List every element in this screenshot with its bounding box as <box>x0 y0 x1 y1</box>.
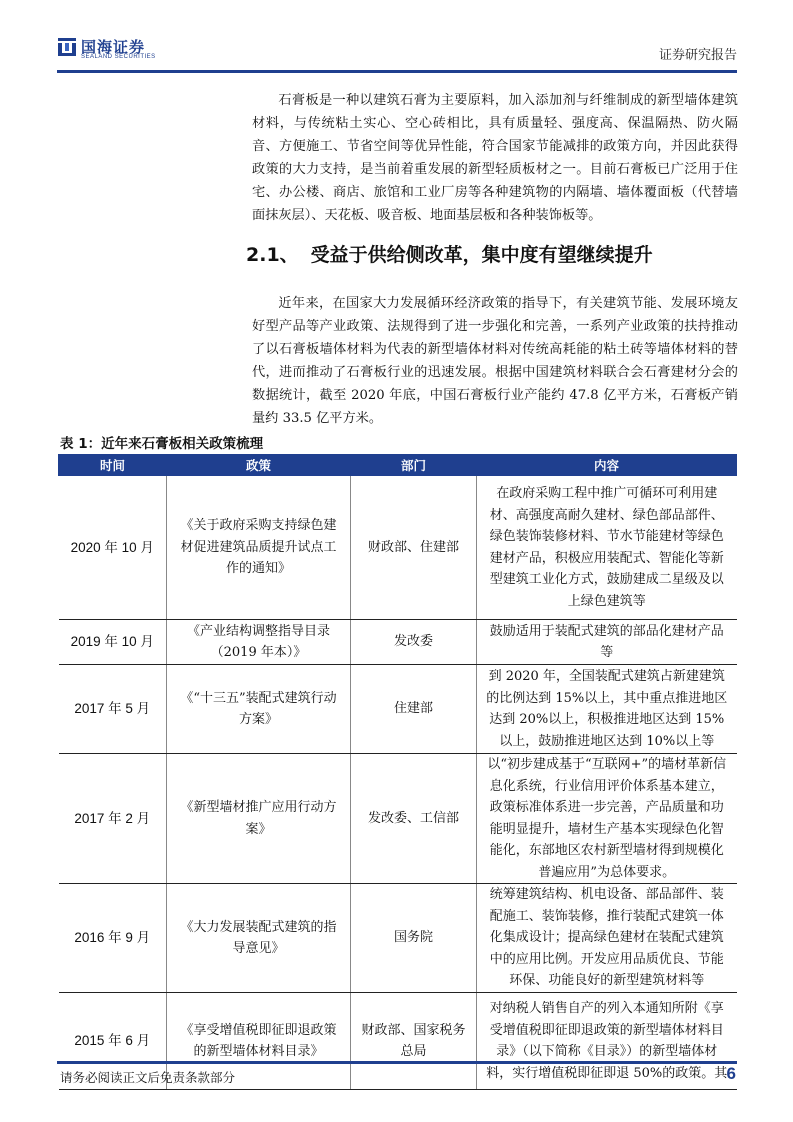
section-heading <box>246 240 653 267</box>
column-header-policy: 政策 <box>167 455 351 476</box>
cell-time: 2016 年 9 月 <box>59 884 167 993</box>
cell-policy: 《享受增值税即征即退政策的新型墙体材料目录》 <box>167 993 351 1090</box>
intro-paragraph <box>252 89 738 227</box>
cell-department: 财政部、住建部 <box>351 476 477 620</box>
table-row <box>59 754 737 884</box>
cell-department: 国务院 <box>351 884 477 993</box>
disclaimer-note: 请务必阅读正文后免责条款部分 <box>60 1070 236 1085</box>
cell-time: 2019 年 10 月 <box>59 620 167 665</box>
page-number: 6 <box>726 1064 736 1083</box>
cell-time: 2020 年 10 月 <box>59 476 167 620</box>
cell-content: 鼓励适用于装配式建筑的部品化建材产品等 <box>477 620 737 665</box>
table-row <box>59 884 737 993</box>
intro-paragraph-text: 石膏板是一种以建筑石膏为主要原料，加入添加剂与纤维制成的新型墙体建筑材料，与传统粘土实心、空心砖相比，具有质量轻、强度高、保温隔热、防火隔音、方便施工、节省空间等优异性能，符合国家节能减排的政策方向，并因此获得政策的大力支持，是当前着重发展的新型轻质板材之一。目前石膏板已广泛用于住宅、办公楼、商店、旅馆和工业厂房等各种建筑物的内隔墙、墙体覆面板（代替墙面抹灰层）、天花板、吸音板、地面基层板和各种装饰板等。 <box>252 93 738 223</box>
cell-department: 住建部 <box>351 665 477 754</box>
cell-department: 发改委、工信部 <box>351 754 477 884</box>
cell-department: 财政部、国家税务总局 <box>351 993 477 1090</box>
table-row <box>59 620 737 665</box>
cell-time: 2015 年 6 月 <box>59 993 167 1090</box>
page-header <box>57 30 737 70</box>
sealand-logo-icon <box>57 36 77 58</box>
cell-content: 以“初步建成基于“互联网+”的墙材革新信息化系统，行业信用评价体系基本建立，政策标准体系进一步完善，产品质量和功能明显提升，墙材生产基本实现绿色化智能化，东部地区农村新型墙材得到规模化普遍应用”为总体要求。 <box>477 754 737 884</box>
table-caption: 表 1：近年来石膏板相关政策梳理 <box>60 436 264 452</box>
cell-policy: 《关于政府采购支持绿色建材促进建筑品质提升试点工作的通知》 <box>167 476 351 620</box>
section-number: 2.1、 <box>246 244 299 266</box>
report-type-label: 证券研究报告 <box>658 48 737 63</box>
cell-policy: 《新型墙材推广应用行动方案》 <box>167 754 351 884</box>
table-row <box>59 665 737 754</box>
cell-content: 对纳税人销售自产的列入本通知所附《享受增值税即征即退政策的新型墙体材料目录》（以下简称《目录》）的新型墙体材料，实行增值税即征即退 50%的政策。其 <box>477 993 737 1090</box>
cell-time: 2017 年 5 月 <box>59 665 167 754</box>
brand-name-english: SEALAND SECURITIES <box>81 54 156 60</box>
cell-policy: 《产业结构调整指导目录（2019 年本）》 <box>167 620 351 665</box>
column-header-department: 部门 <box>351 455 477 476</box>
cell-content: 到 2020 年，全国装配式建筑占新建建筑的比例达到 15%以上，其中重点推进地区达到 20%以上，积极推进地区达到 15%以上，鼓励推进地区达到 10%以上等 <box>477 665 737 754</box>
section-paragraph <box>252 292 738 430</box>
section-paragraph-text: 近年来，在国家大力发展循环经济政策的指导下，有关建筑节能、发展环境友好型产品等产业政策、法规得到了进一步强化和完善，一系列产业政策的扶持推动了以石膏板墙体材料为代表的新型墙体材料对传统高耗能的粘土砖等墙体材料的替代，进而推动了石膏板行业的迅速发展。根据中国建筑材料联合会石膏建材分会的数据统计，截至 2020 年底，中国石膏板行业产能约 47.8 亿平方米，石膏板产销量约 33.5 亿平方米。 <box>252 296 738 426</box>
cell-department: 发改委 <box>351 620 477 665</box>
column-header-content: 内容 <box>477 455 737 476</box>
cell-time: 2017 年 2 月 <box>59 754 167 884</box>
table-row <box>59 476 737 620</box>
policy-table <box>58 454 737 1090</box>
cell-content: 统筹建筑结构、机电设备、部品部件、装配施工、装饰装修，推行装配式建筑一体化集成设计；提高绿色建材在装配式建筑中的应用比例。开发应用品质优良、节能环保、功能良好的新型建筑材料等 <box>477 884 737 993</box>
table-header-row <box>59 455 737 476</box>
cell-policy: 《“十三五”装配式建筑行动方案》 <box>167 665 351 754</box>
column-header-time: 时间 <box>59 455 167 476</box>
cell-policy: 《大力发展装配式建筑的指导意见》 <box>167 884 351 993</box>
header-divider <box>57 70 737 73</box>
brand-name: 国海证券 <box>81 38 146 56</box>
footer-divider <box>57 1061 737 1064</box>
cell-content: 在政府采购工程中推广可循环可利用建材、高强度高耐久建材、绿色部品部件、绿色装饰装修材料、节水节能建材等绿色建材产品，积极应用装配式、智能化等新型建筑工业化方式，鼓励建成二星级及以上绿色建筑等 <box>477 476 737 620</box>
section-title-text: 受益于供给侧改革，集中度有望继续提升 <box>310 244 653 266</box>
